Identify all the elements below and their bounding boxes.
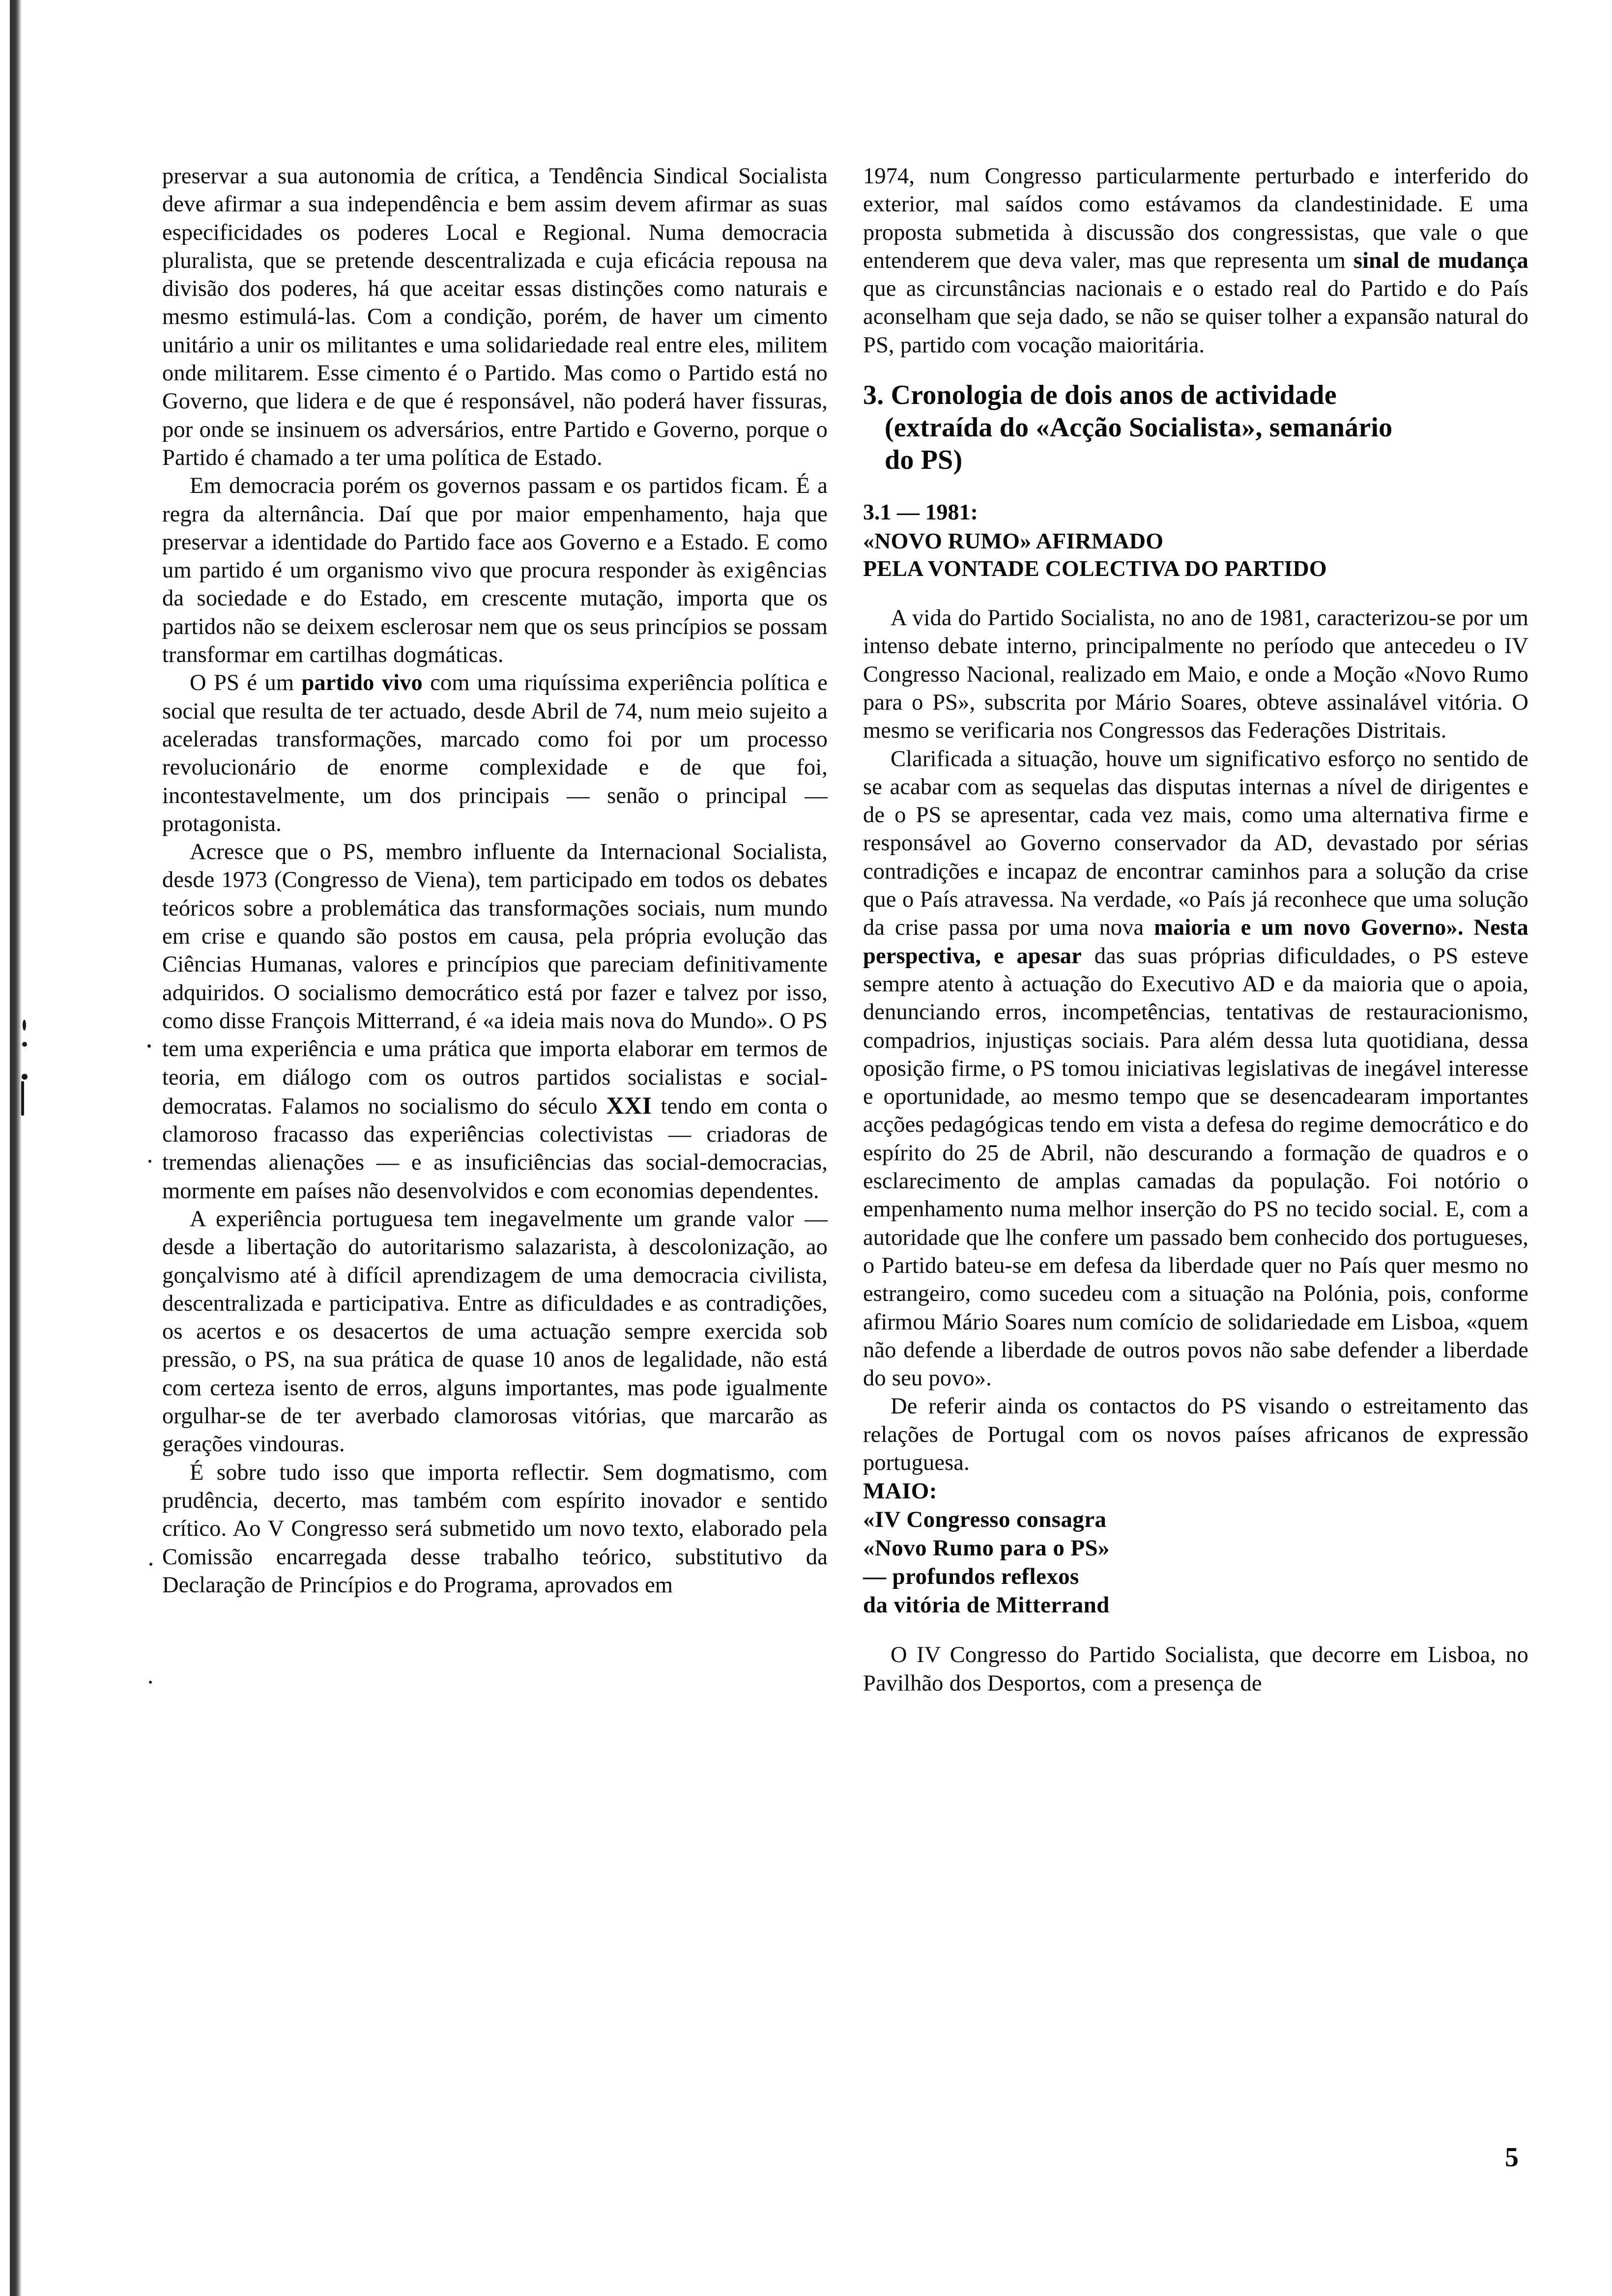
paragraph: 1974, num Congresso particularmente perturbado e interferido do exterior, mal saídos como estávamos da clandestinidade. E uma proposta submetida à discussão dos congressistas, que vale o que entenderem que deva valer, mas que representa um sinal de mudança que as circunstâncias nacionais e o estado real do Partido e do País aconselham que seja dado, se não se quiser tolher a expansão natural do PS, partido com vocação maioritária. <box>863 164 1528 358</box>
section-heading-line2: (extraída do «Acção Socialista», semanário <box>885 412 1393 443</box>
paragraph: De referir ainda os contactos do PS visando o estreitamento das relações de Portugal com os novos países africanos de expressão portuguesa. <box>863 1394 1528 1475</box>
month-heading-line3: «Novo Rumo para o PS» <box>863 1535 1110 1561</box>
text-run-bold: sinal de mudança <box>1353 248 1528 273</box>
subsection-number: 3.1 — 1981: <box>863 499 978 525</box>
subsection-heading-line2: PELA VONTADE COLECTIVA DO PARTIDO <box>863 556 1327 581</box>
paragraph: preservar a sua autonomia de crítica, a Tendência Sindical Socialista deve afirmar a sua independência e bem assim devem afirmar as suas especificidades os poderes Local e Regional. Numa democracia pluralista, que se pretende descentralizada e cuja eficácia repousa na divisão dos poderes, há que aceitar essas distinções como naturais e mesmo estimulá-las. Com a condição, porém, de haver um cimento unitário a unir os militantes e uma solidariedade real entre eles, militem onde militarem. Esse cimento é o Partido. Mas como o Partido está no Governo, que lidera e de que é responsável, não poderá haver fissuras, por onde se insinuem os adversários, entre Partido e Governo, porque o Partido é chamado a ter uma política de Estado. <box>162 164 828 470</box>
scan-speck <box>22 1074 28 1080</box>
page-content <box>162 162 1548 2128</box>
text-run-spaced: exigências <box>723 558 828 583</box>
paragraph: Clarificada a situação, houve um significativo esforço no sentido de se acabar com as sequelas das disputas internas a nível de dirigentes e de o PS se apresentar, cada vez mais, como uma alternativa firme e responsável ao Governo conservador da AD, devastado por sérias contradições e incapaz de encontrar caminhos para a solução da crise que o País atravessa. Na verdade, «o País já reconhece que uma solução da crise passa por uma nova maioria e um novo Governo». Nesta perspectiva, e apesar das suas próprias dificuldades, o PS esteve sempre atento à actuação do Executivo AD e da maioria que o apoia, denunciando erros, incompetências, tentativas de restauracionismo, compadrios, injustiças sociais. Para além dessa luta quotidiana, dessa oposição firme, o PS tomou iniciativas legislativas de inegável interesse e oportunidade, ao mesmo tempo que se desencadearam importantes acções pedagógicas tendo em vista a defesa do regime democrático e do espírito do 25 de Abril, não descurando a formação de quadros e o esclarecimento de amplas camadas da população. Foi notório o empenhamento numa melhor inserção do PS no tecido social. E, com a autoridade que lhe confere um passado bem conhecido dos portugueses, o Partido bateu-se em defesa da liberdade quer no País quer mesmo no estrangeiro, como sucedeu com a situação na Polónia, pois, conforme afirmou Mário Soares num comício de solidariedade em Lisboa, «quem não defende a liberdade de outros povos não sabe defender a liberdade do seu povo». <box>863 746 1528 1391</box>
text-run-bold: maioria e um novo Governo». Nesta perspectiva, e apesar <box>863 915 1528 969</box>
paragraph: A vida do Partido Socialista, no ano de 1981, caracterizou-se por um intenso debate interno, principalmente no período que antecedeu o IV Congresso Nacional, realizado em Maio, e onde a Moção «Novo Rumo para o PS», subscrita por Mário Soares, obteve assinalável vitória. O mesmo se verificaria nos Congressos das Federações Distritais. <box>863 605 1528 744</box>
scan-binding-edge-artifact <box>9 0 22 2296</box>
month-heading-line1: MAIO: <box>863 1478 937 1504</box>
paragraph: É sobre tudo isso que importa reflectir. Sem dogmatismo, com prudência, decerto, mas também com espírito inovador e sentido crítico. Ao V Congresso será submetido um novo texto, elaborado pela Comissão encarregada desse trabalho teórico, substitutivo da Declaração de Princípios e do Programa, aprovados em <box>162 1460 828 1598</box>
right-text-column <box>863 162 1528 1697</box>
scan-speck <box>149 1681 152 1684</box>
scan-speck <box>147 1044 151 1048</box>
section-heading-line1: 3. Cronologia de dois anos de actividade <box>863 380 1337 411</box>
paragraph: O IV Congresso do Partido Socialista, que decorre em Lisboa, no Pavilhão dos Desportos, com a presença de <box>863 1642 1528 1696</box>
month-heading-line2: «IV Congresso consagra <box>863 1507 1107 1533</box>
left-text-column <box>162 162 828 1697</box>
paragraph: O PS é um partido vivo com uma riquíssima experiência política e social que resulta de ter actuado, desde Abril de 74, num meio sujeito a aceleradas transformações, marcado como foi por um processo revolucionário de enorme complexidade e de que foi, incontestavelmente, um dos principais — senão o principal — protagonista. <box>162 670 828 836</box>
scan-speck <box>23 1020 26 1031</box>
scan-speck <box>149 1563 152 1566</box>
month-heading-line5: da vitória de Mitterrand <box>863 1592 1110 1618</box>
text-run-xx-large-bold: XXI <box>606 1091 652 1119</box>
month-heading-line4: — profundos reflexos <box>863 1564 1079 1590</box>
month-heading-spacer <box>863 1619 1528 1641</box>
two-column-layout <box>162 162 1548 1697</box>
subsection-heading <box>863 527 1528 582</box>
heading-spacer <box>863 582 1528 604</box>
paragraph: Acresce que o PS, membro influente da Internacional Socialista, desde 1973 (Congresso de Viena), tem participado em todos os debates teóricos sobre a problemática das transformações sociais, num mundo em crise e quando são postos em causa, pela própria evolução das Ciências Humanas, valores e princípios que pareciam definitivamente adquiridos. O socialismo democrático está por fazer e talvez por isso, como disse François Mitterrand, é «a ideia mais nova do Mundo». O PS tem uma experiência e uma prática que importa elaborar em termos de teoria, em diálogo com os outros partidos socialistas e social-democratas. Falamos no socialismo do século XXI tendo em conta o clamoroso fracasso das experiências colectivistas — criadoras de tremendas alienações — e as insuficiências das social-democracias, mormente em países não desenvolvidos e com economias dependentes. <box>162 839 828 1204</box>
scan-speck <box>22 1042 27 1047</box>
scan-speck <box>148 1160 151 1163</box>
subsection-heading-line1: «NOVO RUMO» AFIRMADO <box>863 528 1164 554</box>
month-heading <box>863 1477 1528 1619</box>
page-number: 5 <box>1505 2142 1519 2173</box>
paragraph: A experiência portuguesa tem inegavelmente um grande valor — desde a libertação do autoritarismo salazarista, à descolonização, ao gonçalvismo até à difícil aprendizagem de uma democracia civilista, descentralizada e participativa. Entre as dificuldades e as contradições, os acertos e os desacertos de uma actuação sempre exercida sob pressão, o PS, na sua prática de quase 10 anos de legalidade, não está com certeza isento de erros, alguns importantes, mas pode igualmente orgulhar-se de ter averbado clamorosas vitórias, que marcarão as gerações vindouras. <box>162 1206 828 1457</box>
paragraph: Em democracia porém os governos passam e os partidos ficam. É a regra da alternância. Daí que por maior empenhamento, haja que preservar a identidade do Partido face aos Governo e a Estado. E como um partido é um organismo vivo que procura responder às exigências da sociedade e do Estado, em crescente mutação, importa que os partidos não se deixem esclerosar nem que os seus princípios se possam transformar em cartilhas dogmáticas. <box>162 473 828 668</box>
scan-speck <box>21 1081 24 1116</box>
text-run-bold: partido vivo <box>301 670 423 696</box>
scan-outer-white-margin <box>0 0 10 2296</box>
section-heading <box>863 379 1528 476</box>
section-heading-line3: do PS) <box>885 445 963 476</box>
